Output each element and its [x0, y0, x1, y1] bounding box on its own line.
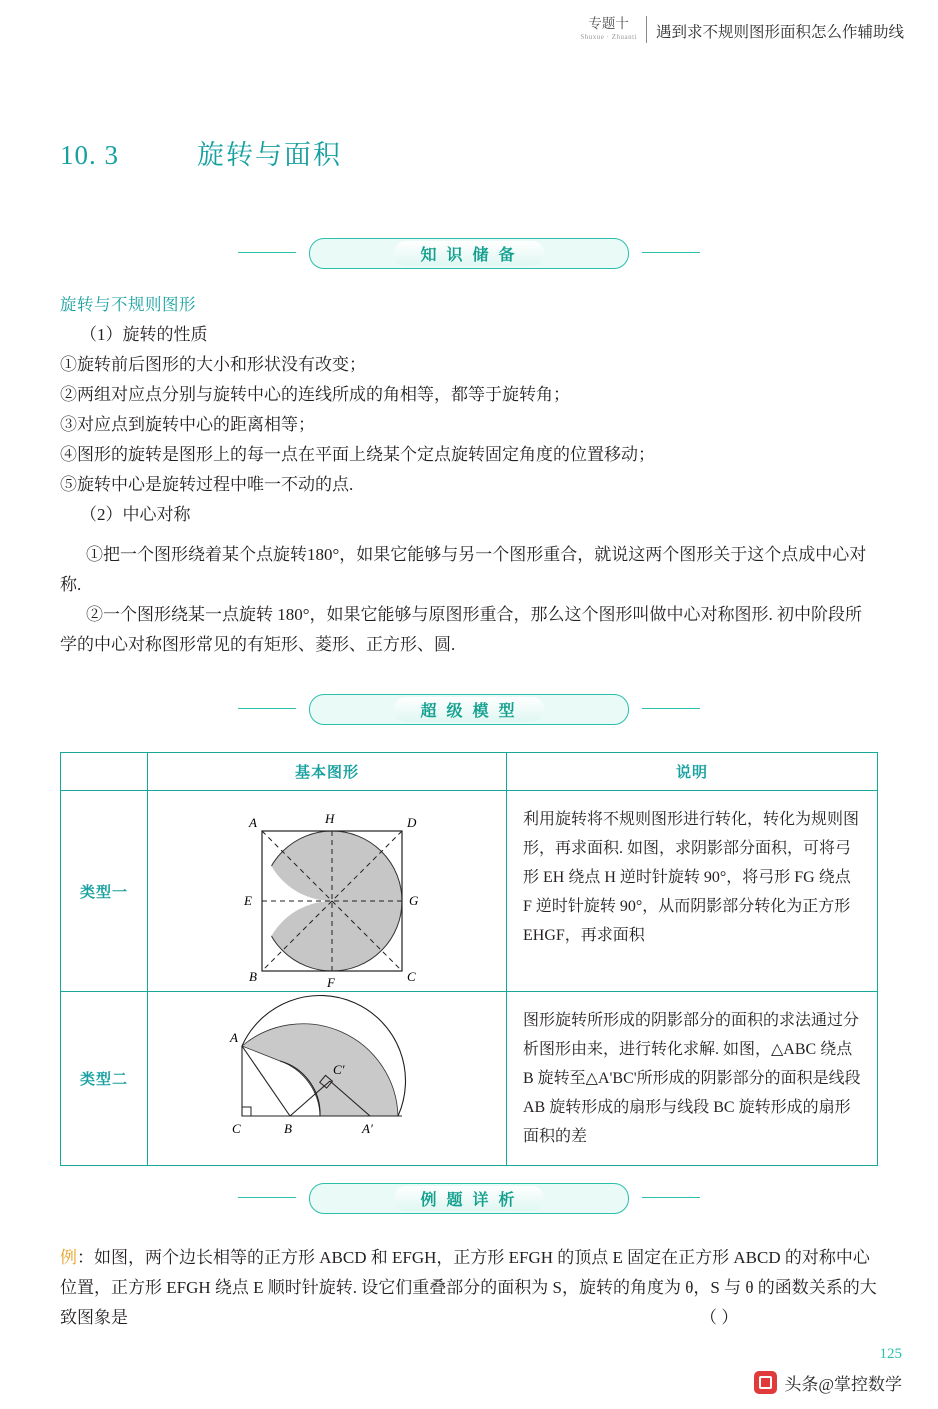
figure-square-with-arcs — [197, 801, 457, 990]
model-desc-2: 图形旋转所形成的阴影部分的面积的求法通过分析图形由来，进行转化求解. 如图，△ABC 绕点 B 旋转至△A'BC'所形成的阴影部分的面积是线段 AB 旋转形成的扇形与线段 BC 旋转形成的扇形面积的差 — [507, 992, 878, 1166]
watermark — [754, 1370, 902, 1395]
section-name: 旋转与面积 — [197, 140, 342, 170]
knowledge-line-5: ⑤旋转中心是旋转过程中唯一不动的点. — [60, 475, 354, 494]
figure-label-G: G — [409, 893, 419, 908]
knowledge-line-4: ④图形的旋转是图形上的每一点在平面上绕某个定点旋转固定角度的位置移动； — [60, 445, 655, 464]
knowledge-para-2: ②一个图形绕某一点旋转 180°，如果它能够与原图形重合，那么这个图形叫做中心对称图形. 初中阶段所学的中心对称图形常见的有矩形、菱形、正方形、圆. — [60, 605, 863, 654]
banner-knowledge-label: 知 识 储 备 — [394, 241, 543, 266]
figure-label-Cp: C′ — [333, 1062, 345, 1077]
table-header-blank — [61, 753, 148, 791]
table-row — [61, 791, 878, 992]
figure-rotated-triangle — [202, 1006, 452, 1146]
model-figure-1 — [148, 791, 507, 992]
figure-label-A: A — [249, 815, 257, 830]
knowledge-para-1: ①把一个图形绕着某个点旋转180°，如果它能够与另一个图形重合，就说这两个图形关于这个点成中心对称. — [60, 545, 867, 594]
figure-label-E: E — [244, 893, 252, 908]
knowledge-line-2: ②两组对应点分别与旋转中心的连线所成的角相等，都等于旋转角； — [60, 385, 570, 404]
banner-model-label: 超 级 模 型 — [394, 697, 543, 722]
table-row — [61, 992, 878, 1166]
model-type-1: 类型一 — [61, 791, 148, 992]
banner-knowledge — [309, 238, 629, 269]
toutiao-logo-icon — [754, 1371, 777, 1394]
figure-label-B: B — [284, 1121, 292, 1136]
page-header — [580, 16, 904, 43]
banner-model — [309, 694, 629, 725]
model-type-2: 类型二 — [61, 992, 148, 1166]
table-header-desc: 说明 — [507, 753, 878, 791]
table-header-figure: 基本图形 — [148, 753, 507, 791]
example-text: 如图，两个边长相等的正方形 ABCD 和 EFGH，正方形 EFGH 的顶点 E 固定在正方形 ABCD 的对称中心位置，正方形 EFGH 绕点 E 顺时针旋转. 设它们重叠部分的面积为 S，旋转的角度为 θ，S 与 θ 的函数关系的大致图象是 — [60, 1248, 877, 1327]
figure-label-Ap: A′ — [362, 1121, 373, 1136]
section-number: 10. 3 — [60, 140, 119, 170]
knowledge-line-1: ①旋转前后图形的大小和形状没有改变； — [60, 355, 366, 374]
banner-example-label: 例 题 详 析 — [394, 1186, 543, 1211]
knowledge-list — [60, 320, 878, 530]
example-text-wrap — [60, 1243, 878, 1333]
figure-label-A: A — [230, 1030, 238, 1045]
knowledge-subheading: 旋转与不规则图形 — [60, 295, 196, 314]
watermark-text: 头条@掌控数学 — [784, 1375, 902, 1394]
knowledge-line-6: （2）中心对称 — [80, 505, 191, 524]
model-desc-1: 利用旋转将不规则图形进行转化，转化为规则图形，再求面积. 如图，求阴影部分面积，可将弓形 EH 绕点 H 逆时针旋转 90°，将弓形 FG 绕点 F 逆时针旋转 90°，从而阴影部分转化为正方形 EHGF，再求面积 — [507, 791, 878, 992]
knowledge-line-3: ③对应点到旋转中心的距离相等； — [60, 415, 315, 434]
table-header-row — [61, 753, 878, 791]
figure-label-H: H — [325, 811, 335, 826]
example-block — [60, 1243, 878, 1333]
knowledge-line-0: （1）旋转的性质 — [80, 325, 208, 344]
header-topic-pinyin: Shuxue · Zhuanti — [580, 32, 637, 41]
banner-example — [309, 1183, 629, 1214]
example-colon: ： — [77, 1248, 94, 1267]
model-figure-2 — [148, 992, 507, 1166]
figure-label-C: C — [232, 1121, 241, 1136]
header-topic: 专题十 — [588, 16, 629, 31]
example-label: 例 — [60, 1248, 77, 1267]
section-heading — [60, 133, 342, 172]
figure-label-D: D — [407, 815, 417, 830]
page-number: 125 — [879, 1346, 902, 1362]
header-title: 遇到求不规则图形面积怎么作辅助线 — [655, 23, 904, 41]
figure-label-C: C — [407, 969, 416, 984]
figure-label-F: F — [327, 975, 335, 990]
model-table — [60, 752, 878, 1166]
example-choice-brackets: （ ） — [700, 1308, 739, 1327]
figure-label-B: B — [249, 969, 257, 984]
header-left — [580, 16, 647, 43]
